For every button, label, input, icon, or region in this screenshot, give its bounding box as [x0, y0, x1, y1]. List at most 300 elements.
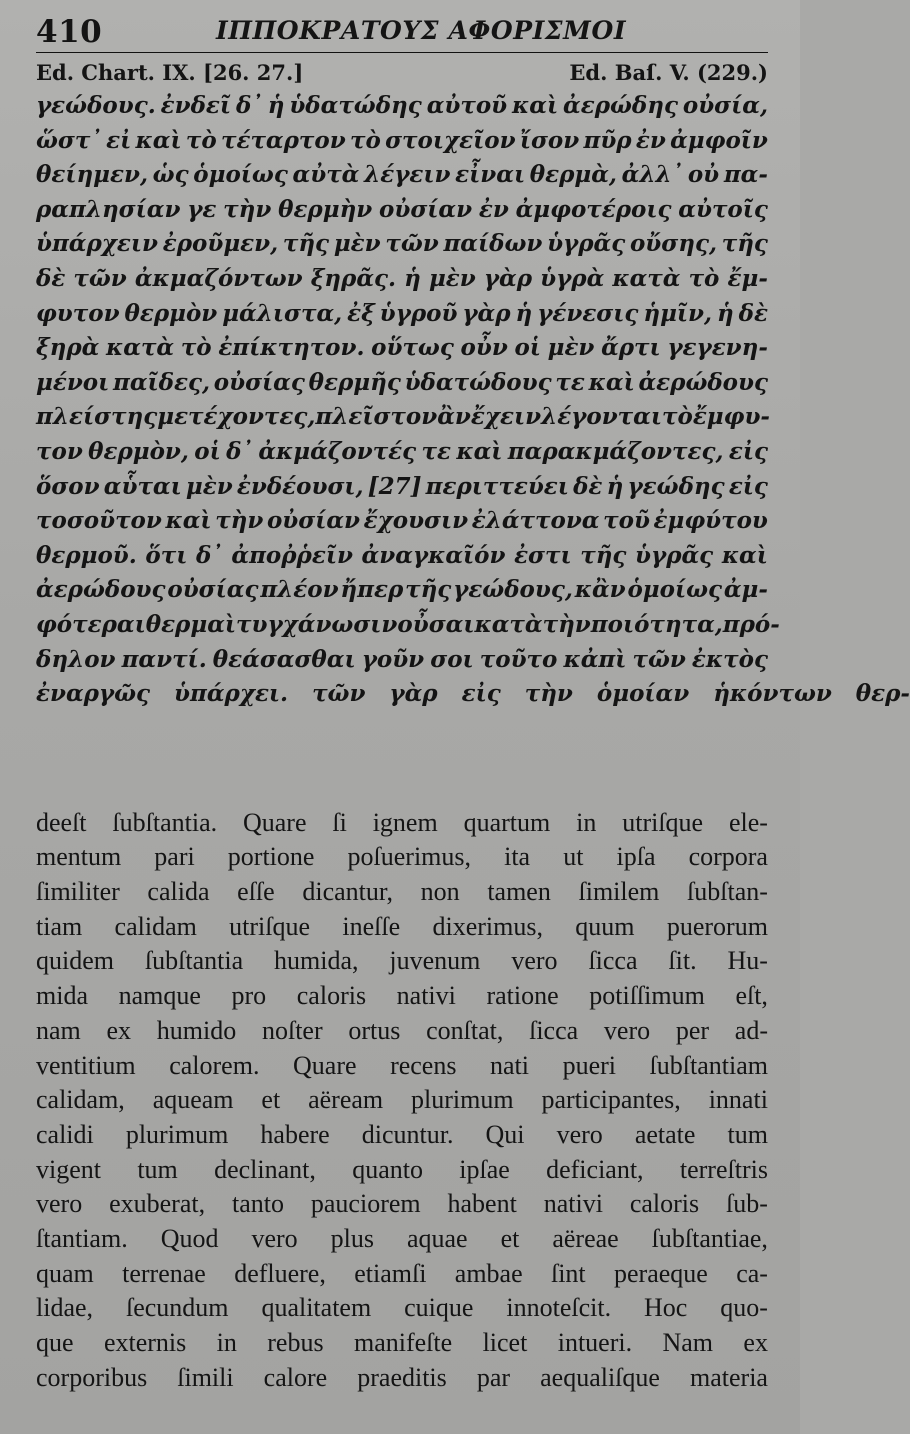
word: ſimilem	[578, 877, 660, 907]
word: vero	[603, 1015, 651, 1045]
word: φότεραι	[36, 610, 146, 638]
word: ipſae	[459, 1154, 510, 1184]
word: quo-	[720, 1293, 768, 1323]
word: vero	[251, 1223, 298, 1253]
word: quidem	[36, 946, 114, 976]
word: μένοι	[36, 368, 110, 396]
word: πῦρ	[583, 126, 632, 154]
word: πρό-	[722, 610, 780, 638]
word: in	[216, 1328, 237, 1357]
word: ἐν	[635, 126, 666, 154]
greek-text-line	[36, 193, 768, 228]
word: ἡ	[716, 299, 734, 327]
word: ſint	[550, 1258, 586, 1288]
word: intueri.	[557, 1328, 633, 1357]
word: rebus	[267, 1328, 324, 1357]
word: δὲ	[36, 264, 66, 292]
word: τε	[555, 368, 585, 396]
word: mentum	[36, 842, 122, 872]
word: ipſa	[616, 842, 656, 872]
word: κατὰ	[612, 264, 681, 292]
word: quam	[36, 1258, 94, 1288]
word: ὡς	[152, 161, 189, 189]
word: noſter	[261, 1015, 323, 1045]
word: ἔχουσιν	[363, 507, 469, 535]
word: manifeſte	[353, 1328, 453, 1357]
word: δὲ	[738, 299, 768, 327]
word: τῶν	[385, 230, 439, 258]
word: aqueam	[152, 1085, 234, 1115]
greek-text-line	[36, 643, 768, 678]
word: τον	[36, 437, 83, 465]
word: οὕτως	[371, 334, 454, 362]
word: mida	[36, 981, 88, 1011]
word: δ᾽	[235, 92, 263, 119]
latin-text-line	[36, 1187, 768, 1222]
word: θείημεν,	[36, 161, 148, 189]
greek-text-line	[36, 158, 768, 193]
word: τε	[421, 437, 451, 465]
latin-text-line	[36, 1083, 768, 1118]
word: φυτον	[36, 299, 120, 327]
word: ἀκμάζοντές	[258, 437, 417, 465]
word: καὶ	[588, 368, 635, 396]
word: ἐλάττονα	[471, 507, 600, 535]
word: aetate	[634, 1119, 696, 1149]
word: licet	[482, 1328, 528, 1357]
word: ſicca	[588, 946, 638, 976]
word: vero	[556, 1119, 603, 1149]
word: θερμὸν	[124, 299, 218, 327]
word: ſimiliter	[36, 877, 120, 907]
word: θερ-	[855, 680, 910, 708]
word: μὲν	[185, 472, 233, 500]
word: γεώδους,	[453, 576, 573, 604]
word: αὐτοῖς	[678, 195, 768, 223]
word: οὖν	[460, 334, 508, 362]
word: utriſque	[229, 911, 311, 941]
word: par	[476, 1362, 511, 1392]
word: potiſſimum	[589, 981, 705, 1011]
word: ſicca	[529, 1015, 579, 1045]
word: utriſque	[622, 807, 704, 837]
word: ὑγρᾶς	[635, 541, 714, 569]
word: καὶ	[456, 437, 503, 465]
word: γὰρ	[462, 299, 511, 327]
word: ἂν	[437, 403, 471, 431]
header-rule	[36, 52, 768, 53]
word: ἀκμαζόντων	[134, 264, 303, 292]
word: quartum	[463, 807, 551, 837]
word: ineſſe	[342, 911, 401, 941]
word: ἀερώδης	[563, 92, 678, 119]
word: ſi	[332, 807, 347, 837]
word: aëream	[308, 1085, 384, 1115]
greek-text-line	[36, 435, 768, 470]
word: externis	[103, 1328, 187, 1357]
word: humido	[156, 1015, 237, 1045]
word: pari	[154, 842, 195, 872]
word: ἐξ	[347, 299, 375, 327]
word: ὑγροῦ	[379, 299, 458, 327]
word: peraeque	[614, 1258, 708, 1288]
word: ἡκόντων	[713, 680, 832, 708]
word: θερμὸν,	[88, 437, 189, 465]
word: ἐνδέουσι,	[236, 472, 364, 500]
word: ἐναργῶς	[36, 680, 151, 708]
word: ſit.	[668, 946, 697, 976]
word: αὐτοῦ	[426, 92, 508, 119]
word: τέταρτον	[221, 126, 346, 154]
word: μετέχοντες,	[157, 403, 316, 431]
word: περιττεύει	[425, 472, 569, 500]
word: vero	[511, 946, 558, 976]
word: λέγειν	[364, 161, 451, 189]
word: οὐ	[687, 161, 720, 189]
greek-text-line	[36, 504, 768, 539]
word: τὸ	[185, 126, 217, 154]
word: ἀμφοῖν	[670, 126, 768, 154]
word: plus	[330, 1223, 374, 1253]
word: ex	[106, 1015, 132, 1045]
word: λέγονται	[541, 403, 662, 431]
word: ortus	[348, 1015, 401, 1045]
word: ex	[743, 1328, 768, 1357]
word: ἐνδεῖ	[160, 92, 232, 119]
word: tanto	[232, 1189, 284, 1219]
word: portione	[227, 842, 315, 872]
page-header	[36, 0, 768, 56]
word: lidae,	[36, 1293, 94, 1323]
word: non	[420, 877, 460, 907]
word: dicuntur.	[361, 1119, 454, 1149]
word: δηλον	[36, 645, 116, 673]
word: nativi	[543, 1189, 603, 1219]
word: innoteſcit.	[506, 1293, 612, 1323]
word: καὶ	[721, 541, 768, 569]
word: θερμὴν	[278, 195, 373, 223]
word: γε	[187, 195, 217, 223]
word: ἔμφυ-	[692, 403, 770, 431]
word: τῶν	[632, 645, 686, 673]
greek-text-line	[36, 470, 768, 505]
word: στοιχεῖον	[385, 126, 516, 154]
word: ἀερώδους	[638, 368, 768, 396]
word: namque	[118, 981, 201, 1011]
word: ὁμοίως	[627, 576, 723, 604]
word: pauciorem	[310, 1189, 421, 1219]
word: ὑπάρχειν	[36, 230, 158, 258]
word: δ᾽	[195, 541, 223, 569]
word: eſſe	[237, 877, 275, 907]
word: εἰς	[728, 472, 768, 500]
word: calidam,	[36, 1085, 125, 1115]
word: praeditis	[357, 1362, 447, 1392]
word: ventitium	[36, 1050, 136, 1080]
greek-text-block	[36, 89, 910, 712]
word: in	[576, 807, 597, 837]
word: γὰρ	[389, 680, 438, 708]
word: ὑδατώδης	[289, 92, 422, 119]
word: caloris	[296, 981, 367, 1011]
word: qualitatem	[261, 1293, 372, 1323]
word: [27]	[367, 472, 422, 500]
word: κατὰ	[106, 334, 175, 362]
word: πλεῖστον	[315, 403, 438, 431]
word: corpora	[688, 842, 768, 872]
greek-text-line	[36, 608, 780, 643]
greek-text-line	[36, 573, 768, 608]
word: θερμὰ,	[529, 161, 617, 189]
latin-text-line	[36, 1326, 768, 1361]
word: σοι	[430, 645, 474, 673]
word: τὸ	[688, 264, 720, 292]
word: ἐπίκτητον.	[218, 334, 365, 362]
word: plurimum	[125, 1119, 229, 1149]
word: μὲν	[333, 230, 381, 258]
latin-text-line	[36, 1049, 768, 1084]
word: θερμῆς	[308, 368, 401, 396]
word: ele-	[728, 807, 768, 837]
word: caloris	[629, 1189, 700, 1219]
word: οὐσίας	[167, 576, 259, 604]
word: οὔσης,	[629, 230, 717, 258]
latin-text-line	[36, 1153, 768, 1188]
word: innati	[708, 1085, 768, 1115]
word: δὲ	[573, 472, 603, 500]
word: habere	[260, 1119, 330, 1149]
word: defluere,	[234, 1258, 326, 1288]
word: Quare	[242, 807, 307, 837]
word: tum	[727, 1119, 768, 1149]
word: μὲν	[547, 334, 595, 362]
word: δ᾽	[226, 437, 253, 465]
word: nam	[36, 1015, 81, 1045]
word: παῖδες,	[113, 368, 211, 396]
word: eſt,	[735, 981, 768, 1011]
word: ἔχειν	[470, 403, 542, 431]
word: οἱ	[194, 437, 221, 465]
word: Quare	[293, 1050, 357, 1080]
word: ut	[563, 842, 584, 872]
word: ἡ	[606, 472, 624, 500]
word: calorem.	[169, 1050, 260, 1080]
greek-text-line	[36, 331, 768, 366]
word: κἀπὶ	[563, 645, 627, 673]
edition-reference-right: Ed. Baſ. V. (229.)	[569, 60, 768, 85]
word: καὶ	[512, 92, 559, 119]
word: ἀμφοτέροις	[515, 195, 672, 223]
word: ὅτι	[145, 541, 188, 569]
word: recens	[390, 1050, 457, 1080]
word: τῆς	[721, 230, 768, 258]
word: deficiant,	[546, 1154, 644, 1184]
word: πλείστης	[36, 403, 158, 431]
word: ἴσον	[519, 126, 580, 154]
word: plurimum	[411, 1085, 514, 1115]
word: τῆς	[405, 576, 452, 604]
word: ſecundum	[125, 1293, 229, 1323]
word: ἄρτι	[601, 334, 661, 362]
word: θερμαὶ	[145, 610, 237, 638]
greek-text-line	[36, 89, 768, 124]
latin-text-line	[36, 1014, 768, 1049]
word: ſimili	[177, 1362, 234, 1392]
word: μάλιστα,	[222, 299, 343, 327]
word: ἀναγκαῖόν	[361, 541, 506, 569]
word: τῆς	[580, 541, 627, 569]
word: ἀερώδους	[36, 576, 166, 604]
word: et	[261, 1085, 281, 1115]
word: vero	[36, 1189, 83, 1219]
word: τὴν	[542, 610, 591, 638]
word: Hu-	[727, 946, 768, 976]
word: τοῦτο	[479, 645, 558, 673]
word: γεώδους.	[36, 92, 156, 119]
word: ſubſtantia.	[112, 807, 218, 837]
latin-text-line	[36, 1118, 768, 1153]
word: Hoc	[644, 1293, 688, 1323]
word: καὶ	[135, 126, 182, 154]
word: πλέον	[260, 576, 339, 604]
word: γένεσις	[537, 299, 639, 327]
word: τὸ	[180, 334, 212, 362]
word: παντί.	[121, 645, 207, 673]
word: ἐν	[478, 195, 509, 223]
latin-text-line	[36, 944, 768, 979]
word: cuique	[404, 1293, 474, 1323]
word: ὁμοίαν	[596, 680, 690, 708]
word: ita	[504, 842, 531, 872]
latin-text-line	[36, 875, 768, 910]
word: tamen	[487, 877, 551, 907]
word: ſubſtan-	[687, 877, 768, 907]
latin-text-line	[36, 979, 768, 1014]
word: ὁμοίως	[193, 161, 288, 189]
word: ἔμ-	[727, 264, 768, 292]
word: τὴν	[524, 680, 573, 708]
word: pro	[231, 981, 267, 1011]
word: ἀποῤῥεῖν	[231, 541, 353, 569]
word: αὐτὰ	[292, 161, 360, 189]
word: ὑπάρχει.	[174, 680, 289, 708]
word: participantes,	[541, 1085, 681, 1115]
word: ſubſtantia	[144, 946, 244, 976]
word: ἤπερ	[340, 576, 404, 604]
greek-text-line	[36, 539, 768, 574]
word: ἐστι	[514, 541, 572, 569]
word: dicantur,	[302, 877, 393, 907]
word: ratione	[486, 981, 559, 1011]
word: materia	[690, 1362, 768, 1392]
word: οὐσίαν	[266, 507, 361, 535]
word: ὑγρᾶς	[547, 230, 626, 258]
greek-text-line	[36, 227, 768, 262]
word: πα-	[723, 161, 768, 189]
word: τὸ	[349, 126, 381, 154]
word: ſubſtantiam	[649, 1050, 768, 1080]
word: vigent	[36, 1154, 101, 1184]
word: τὸ	[661, 403, 693, 431]
word: εἰ	[106, 126, 132, 154]
word: ἀλλ᾽	[621, 161, 684, 189]
word: et	[500, 1223, 520, 1253]
word: ignem	[372, 807, 438, 837]
edition-reference-line	[36, 56, 768, 84]
word: exuberat,	[109, 1189, 206, 1219]
word: οὖσαι	[397, 610, 475, 638]
word: ξηρᾶς.	[310, 264, 397, 292]
word: μὲν	[428, 264, 476, 292]
word: οὐσίας	[213, 368, 305, 396]
word: ἐμφύτου	[653, 507, 768, 535]
word: ſtantiam.	[36, 1223, 128, 1253]
word: tiam	[36, 911, 83, 941]
word: Nam	[662, 1328, 714, 1357]
latin-text-line	[36, 840, 768, 875]
word: Qui	[485, 1119, 525, 1149]
word: ἡ	[515, 299, 533, 327]
word: ἡ	[267, 92, 285, 119]
word: aequaliſque	[540, 1362, 660, 1392]
word: παρακμάζοντες,	[507, 437, 724, 465]
word: ca-	[736, 1258, 768, 1288]
word: nati	[490, 1050, 530, 1080]
word: ambae	[454, 1258, 523, 1288]
latin-text-line	[36, 1257, 768, 1292]
word: ραπλησίαν	[36, 195, 181, 223]
word: γὰρ	[483, 264, 533, 292]
word: κατὰ	[474, 610, 543, 638]
running-title: ΙΠΠΟΚΡΑΤΟΥΣ ΑΦΟΡΙΣΜΟΙ	[216, 16, 627, 45]
word: ἡ	[404, 264, 421, 292]
word: ad-	[734, 1015, 768, 1045]
greek-text-line	[36, 124, 768, 159]
latin-text-line	[36, 1291, 768, 1326]
word: οἱ	[514, 334, 541, 362]
latin-text-line	[36, 910, 768, 945]
word: θερμοῦ.	[36, 541, 137, 569]
word: οὐσία,	[682, 92, 768, 119]
word: τὴν	[215, 507, 264, 535]
word: γεγενη-	[667, 334, 768, 362]
word: ὑδατώδους	[404, 368, 552, 396]
edition-reference-left: Ed. Chart. IX. [26. 27.]	[36, 60, 304, 85]
word: habent	[447, 1189, 517, 1219]
word: τῆς	[282, 230, 330, 258]
greek-text-line	[36, 677, 910, 712]
latin-text-line	[36, 1222, 768, 1257]
greek-text-line	[36, 262, 768, 297]
word: calidam	[114, 911, 197, 941]
word: ἐκτὸς	[691, 645, 768, 673]
word: corporibus	[36, 1362, 148, 1392]
latin-text-line	[36, 806, 768, 841]
word: calore	[263, 1362, 328, 1392]
word: calida	[147, 877, 210, 907]
word: deeſt	[36, 807, 87, 837]
word: εἶναι	[455, 161, 526, 189]
latin-text-block	[36, 806, 768, 1396]
word: que	[36, 1328, 74, 1357]
page-number: 410	[36, 14, 103, 50]
word: quanto	[352, 1154, 423, 1184]
greek-text-line	[36, 400, 768, 435]
word: τῶν	[73, 264, 127, 292]
word: τοῦ	[603, 507, 650, 535]
word: per	[675, 1015, 710, 1045]
word: aquae	[406, 1223, 468, 1253]
